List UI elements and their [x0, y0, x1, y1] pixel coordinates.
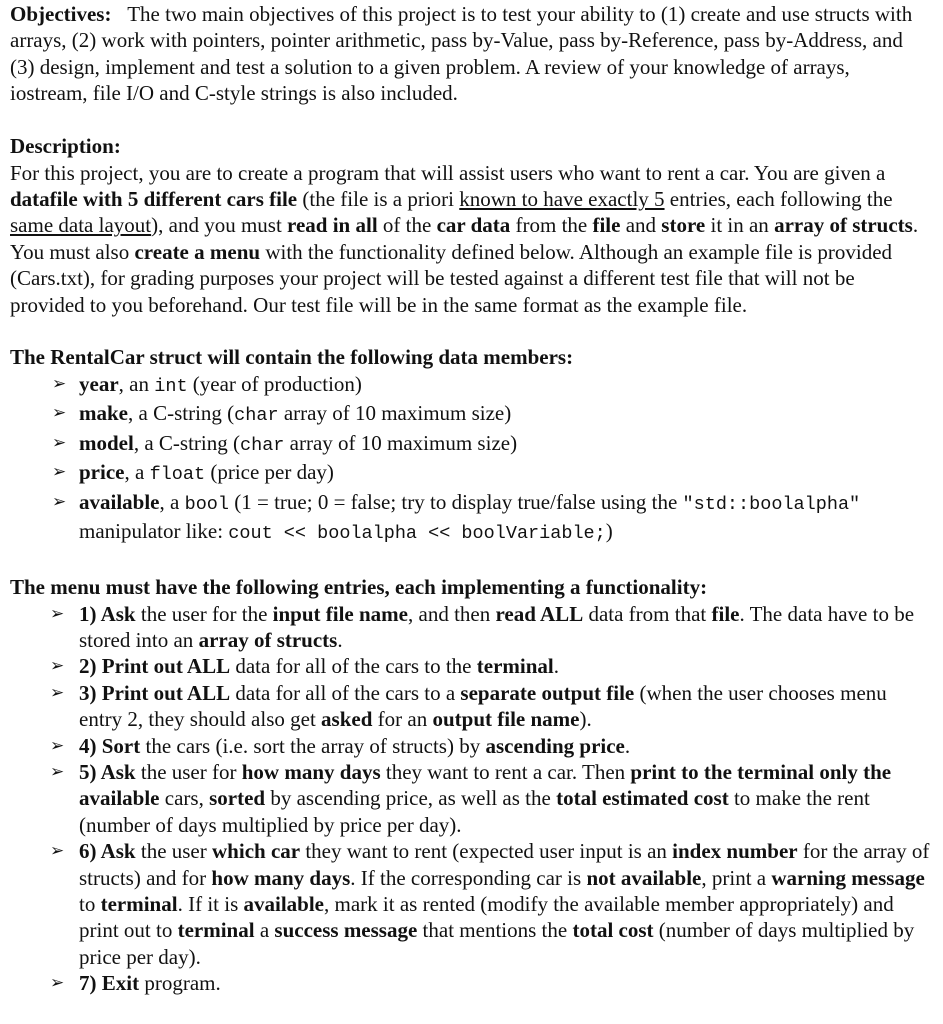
list-item: ➢ year, an int (year of production) — [52, 372, 362, 398]
arrow-bullet-icon: ➢ — [52, 432, 67, 453]
arrow-bullet-icon: ➢ — [50, 761, 65, 782]
arrow-bullet-icon: ➢ — [50, 656, 65, 677]
list-item: ➢ 6) Ask the user which car they want to rent (expected user input is an index number for the array of structs) and for how many days. If the corresponding car is not available, print a warning message to terminal. If it is available, mark it as rented (modify the available member appropriately) and print out to terminal a success message that mentions the total cost (number of days multiplied by price per day). — [50, 839, 930, 969]
menu-entry-list — [10, 601, 931, 997]
menu-heading: The menu must have the following entries, each implementing a functionality: — [10, 574, 708, 599]
arrow-bullet-icon: ➢ — [52, 462, 67, 483]
arrow-bullet-icon: ➢ — [50, 841, 65, 862]
list-item: ➢ 7) Exit program. — [50, 971, 221, 996]
list-item: ➢ model, a C-string (char array of 10 maximum size) — [52, 430, 518, 456]
list-item: ➢ 2) Print out ALL data for all of the cars to the terminal. — [50, 654, 559, 679]
arrow-bullet-icon: ➢ — [52, 374, 67, 395]
description-heading: Description: — [10, 133, 121, 158]
arrow-bullet-icon: ➢ — [50, 603, 65, 624]
list-item: ➢ 1) Ask the user for the input file name, and then read ALL data from that file. The data have to be stored into an array of structs. — [50, 601, 915, 652]
arrow-bullet-icon: ➢ — [52, 491, 67, 512]
list-item: ➢ price, a float (price per day) — [52, 460, 334, 486]
list-item: ➢ 4) Sort the cars (i.e. sort the array of structs) by ascending price. — [50, 733, 631, 758]
list-item: ➢ 3) Print out ALL data for all of the cars to a separate output file (when the user chooses menu entry 2, they should also get asked for an output file name). — [50, 680, 887, 732]
list-item: ➢ make, a C-string (char array of 10 maximum size) — [52, 401, 512, 427]
arrow-bullet-icon: ➢ — [50, 735, 65, 756]
objectives-heading: Objectives: — [10, 2, 112, 26]
arrow-bullet-icon: ➢ — [50, 682, 65, 703]
objectives-paragraph: Objectives: The two main objectives of this project is to test your ability to (1) create and use structs with arrays, (2) work with pointers, pointer arithmetic, pass by-Value, pass by-Reference, pass by-Address, and (3) design, implement and test a solution to a given problem. A review of your knowledge of arrays, iostream, file I/O and C-style strings is also included. — [10, 2, 913, 106]
struct-heading: The RentalCar struct will contain the following data members: — [10, 345, 574, 370]
struct-member-list — [10, 371, 931, 547]
list-item: ➢ available, a bool (1 = true; 0 = false; try to display true/false using the "std::boolalpha" manipulator like: cout << boolalpha << boolVariable;) — [52, 489, 861, 545]
arrow-bullet-icon: ➢ — [50, 973, 65, 994]
arrow-bullet-icon: ➢ — [52, 403, 67, 424]
description-paragraph: For this project, you are to create a program that will assist users who want to rent a car. You are given a datafile with 5 different cars file (the file is a priori known to have exactly 5 entries, each following the same data layout), and you must read in all of the car data from the file and store it in an array of structs. You must also create a menu with the functionality defined below. Although an example file is provided (Cars.txt), for grading purposes your project will be tested against a different test file that will not be provided to you beforehand. Our test file will be in the same format as the example file. — [10, 160, 919, 317]
list-item: ➢ 5) Ask the user for how many days they want to rent a car. Then print to the terminal only the available cars, sorted by ascending price, as well as the total estimated cost to make the rent (number of days multiplied by price per day). — [50, 759, 892, 837]
